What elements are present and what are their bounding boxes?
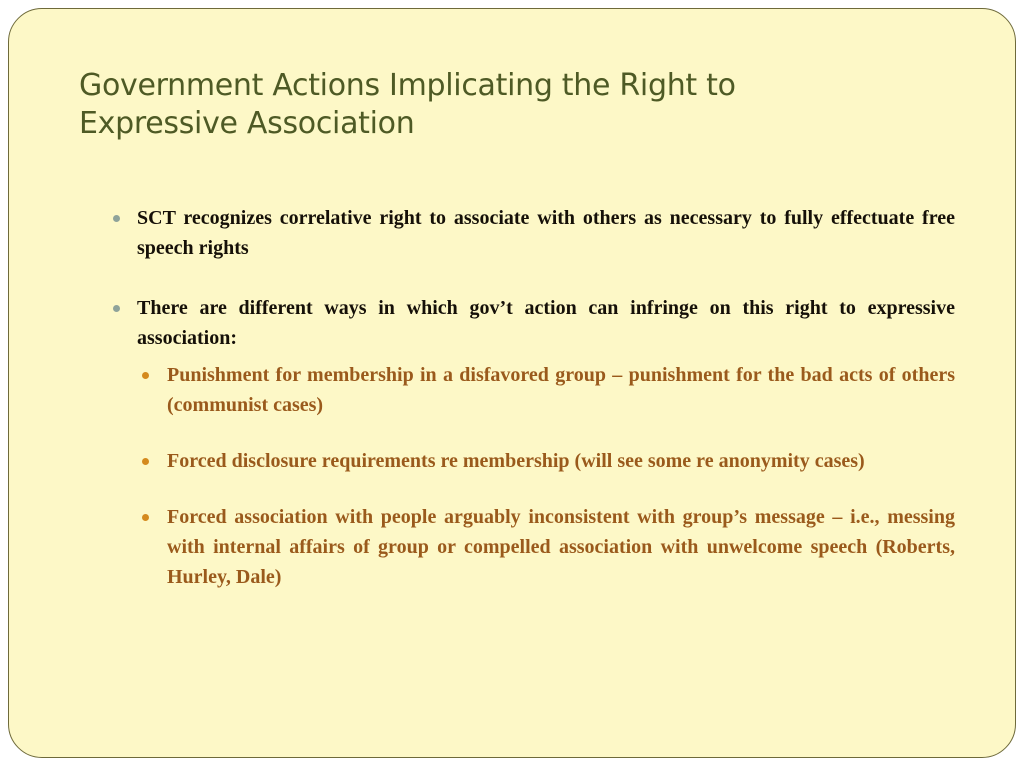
title-line-2: Expressive Association <box>79 106 415 141</box>
slide <box>8 8 1016 758</box>
sub-bullet-list <box>137 360 955 592</box>
sub-bullet-item <box>137 360 955 420</box>
bullet-list <box>103 203 955 592</box>
bullet-text: SCT recognizes correlative right to associate with others as necessary to fully effectuate free speech rights <box>137 207 955 259</box>
sub-bullet-item <box>137 502 955 592</box>
sub-bullet-text: Forced disclosure requirements re membership (will see some re anonymity cases) <box>167 450 865 472</box>
bullet-item <box>103 293 955 592</box>
sub-bullet-text: Forced association with people arguably inconsistent with group’s message – i.e., messing with internal affairs of group or compelled association with unwelcome speech (Roberts, Hurley, Dale) <box>167 506 955 588</box>
sub-bullet-dot-icon <box>142 458 149 465</box>
title-line-1: Government Actions Implicating the Right to <box>79 68 736 103</box>
bullet-dot-icon <box>113 215 120 222</box>
sub-bullet-dot-icon <box>142 514 149 521</box>
bullet-dot-icon <box>113 305 120 312</box>
sub-bullet-item <box>137 446 955 476</box>
sub-bullet-dot-icon <box>142 372 149 379</box>
slide-title <box>79 67 959 143</box>
bullet-text: There are different ways in which gov’t action can infringe on this right to expressive association: <box>137 297 955 349</box>
sub-bullet-text: Punishment for membership in a disfavored group – punishment for the bad acts of others (communist cases) <box>167 364 955 416</box>
bullet-item <box>103 203 955 263</box>
